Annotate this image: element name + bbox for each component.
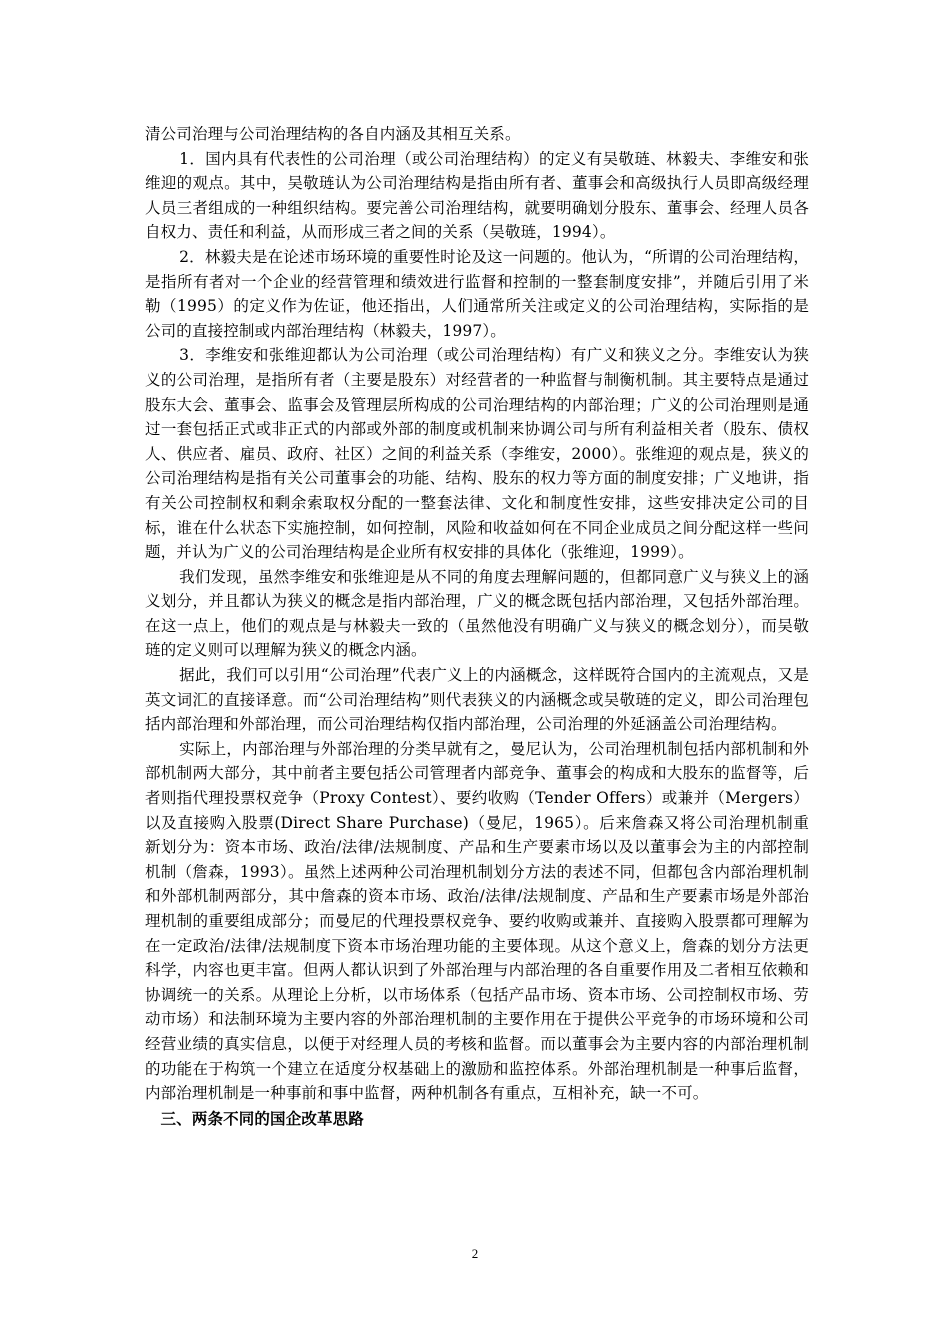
paragraph-definition-2: 2．林毅夫是在论述市场环境的重要性时论及这一问题的。他认为，“所谓的公司治理结构，是指所有者对一个企业的经营管理和绩效进行监督和控制的一整套制度安排”，并随后引用了米勒（1995）的定义作为佐证，他还指出，人们通常所关注或定义的公司治理结构，实际指的是公司的直接控制或内部治理结构（林毅夫，1997）。 xyxy=(145,247,809,340)
paragraph-definition-1: 1．国内具有代表性的公司治理（或公司治理结构）的定义有吴敬琏、林毅夫、李维安和张维迎的观点。其中，吴敬琏认为公司治理结构是指由所有者、董事会和高级执行人员即高级经理人员三者组成的一种组织结构。要完善公司治理结构，就要明确划分股东、董事会、经理人员各自权力、责任和利益，从而形成三者之间的关系（吴敬琏，1994）。 xyxy=(145,149,809,242)
section-heading: 三、两条不同的国企改革思路 xyxy=(160,1108,364,1128)
paragraph-definition-3: 3．李维安和张维迎都认为公司治理（或公司治理结构）有广义和狭义之分。李维安认为狭义的公司治理，是指所有者（主要是股东）对经营者的一种监督与制衡机制。其主要特点是通过股东大会、董事会、监事会及管理层所构成的公司治理结构的内部治理；广义的公司治理则是通过一套包括正式或非正式的内部或外部的制度或机制来协调公司与所有利益相关者（股东、债权人、供应者、雇员、政府、社区）之间的利益关系（李维安，2000）。张维迎的观点是，狭义的公司治理结构是指有关公司董事会的功能、结构、股东的权力等方面的制度安排；广义地讲，指有关公司控制权和剩余索取权分配的一整套法律、文化和制度性安排，这些安排决定公司的目标，谁在什么状态下实施控制，如何控制，风险和收益如何在不同企业成员之间分配这样一些问题，并认为广义的公司治理结构是企业所有权安排的具体化（张维迎，1999）。 xyxy=(145,346,809,562)
paragraph-conclusion: 据此，我们可以引用“公司治理”代表广义上的内涵概念，这样既符合国内的主流观点，又是英文词汇的直接译意。而“公司治理结构”则代表狭义的内涵概念或吴敬琏的定义，即公司治理包括内部治理和外部治理，而公司治理结构仅指内部治理，公司治理的外延涵盖公司治理结构。 xyxy=(145,666,809,734)
document-body xyxy=(145,122,809,1131)
page-number: 2 xyxy=(471,1246,479,1261)
paragraph-findings: 我们发现，虽然李维安和张维迎是从不同的角度去理解问题的，但都同意广义与狭义上的涵义划分，并且都认为狭义的概念是指内部治理，广义的概念既包括内部治理，又包括外部治理。在这一点上，他们的观点是与林毅夫一致的（虽然他没有明确广义与狭义的概念划分），而吴敬琏的定义则可以理解为狭义的概念内涵。 xyxy=(145,567,809,660)
paragraph-continuation: 清公司治理与公司治理结构的各自内涵及其相互关系。 xyxy=(145,125,521,143)
paragraph-internal-external-governance: 实际上，内部治理与外部治理的分类早就有之，曼尼认为，公司治理机制包括内部机制和外部机制两大部分，其中前者主要包括公司管理者内部竞争、董事会的构成和大股东的监督等，后者则指代理投票权竞争（Proxy Contest）、要约收购（Tender Offers）或兼并（Mergers）以及直接购入股票(Direct Share Purchase)（曼尼，1965）。后来詹森又将公司治理机制重新划分为：资本市场、政治/法律/法规制度、产品和生产要素市场以及以董事会为主的内部控制机制（詹森，1993）。虽然上述两种公司治理机制划分方法的表述不同，但都包含内部治理机制和外部机制两部分，其中詹森的资本市场、政治/法律/法规制度、产品和生产要素市场是外部治理机制的重要组成部分；而曼尼的代理投票权竞争、要约收购或兼并、直接购入股票都可理解为在一定政治/法律/法规制度下资本市场治理功能的主要体现。从这个意义上，詹森的划分方法更科学，内容也更丰富。但两人都认识到了外部治理与内部治理的各自重要作用及二者相互依赖和协调统一的关系。从理论上分析，以市场体系（包括产品市场、资本市场、公司控制权市场、劳动市场）和法制环境为主要内容的外部治理机制的主要作用在于提供公平竞争的市场环境和公司经营业绩的真实信息，以便于对经理人员的考核和监督。而以董事会为主要内容的内部治理机制的功能在于构筑一个建立在适度分权基础上的激励和监控体系。外部治理机制是一种事后监督，内部治理机制是一种事前和事中监督，两种机制各有重点，互相补充，缺一不可。 xyxy=(145,739,809,1103)
